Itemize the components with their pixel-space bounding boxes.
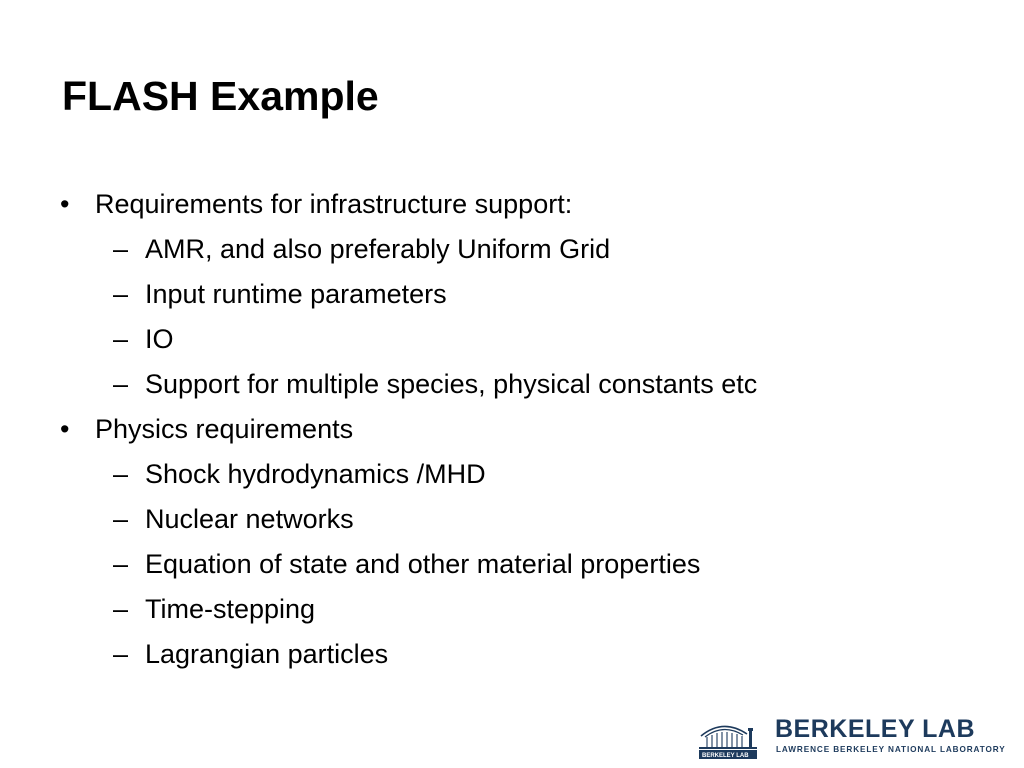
sub-bullet-item [0,632,1024,677]
berkeley-lab-logo [697,712,1006,760]
logo-name: BERKELEY LAB [775,715,976,743]
sub-bullet-text: Lagrangian particles [145,639,389,669]
sub-bullet-marker: – [113,234,129,264]
sub-bullet-text: Shock hydrodynamics /MHD [145,459,486,489]
sub-bullet-item [0,497,1024,542]
sub-bullet-item [0,227,1024,272]
bullet-marker: • [60,414,70,444]
sub-bullet-item [0,272,1024,317]
bullet-text: Requirements for infrastructure support: [95,189,573,219]
sub-bullet-marker: – [113,594,129,624]
sub-bullet-item [0,317,1024,362]
sub-bullet-marker: – [113,324,129,354]
sub-bullet-text: AMR, and also preferably Uniform Grid [145,234,611,264]
slide-title: FLASH Example [62,73,379,119]
sub-bullet-marker: – [113,369,129,399]
logo-subtitle: LAWRENCE BERKELEY NATIONAL LABORATORY [776,745,1006,754]
bullet-text: Physics requirements [95,414,354,444]
sub-bullet-text: Time-stepping [145,594,316,624]
sub-bullet-marker: – [113,459,129,489]
bullet-list [0,182,1024,677]
sub-bullet-text: Nuclear networks [145,504,354,534]
sub-bullet-item [0,587,1024,632]
sub-bullet-text: IO [145,324,174,354]
sub-bullet-item [0,362,1024,407]
bullet-marker: • [60,189,70,219]
bullet-item [0,182,1024,227]
sub-bullet-text: Support for multiple species, physical constants etc [145,369,758,399]
sub-bullet-marker: – [113,504,129,534]
sub-bullet-text: Input runtime parameters [145,279,447,309]
bullet-item [0,407,1024,452]
sub-bullet-text: Equation of state and other material properties [145,549,701,579]
sub-bullet-marker: – [113,639,129,669]
logo-mark-text: BERKELEY LAB [702,753,749,759]
sub-bullet-marker: – [113,279,129,309]
sub-bullet-item [0,542,1024,587]
berkeley-lab-building-icon [697,714,761,760]
sub-bullet-item [0,452,1024,497]
sub-bullet-marker: – [113,549,129,579]
